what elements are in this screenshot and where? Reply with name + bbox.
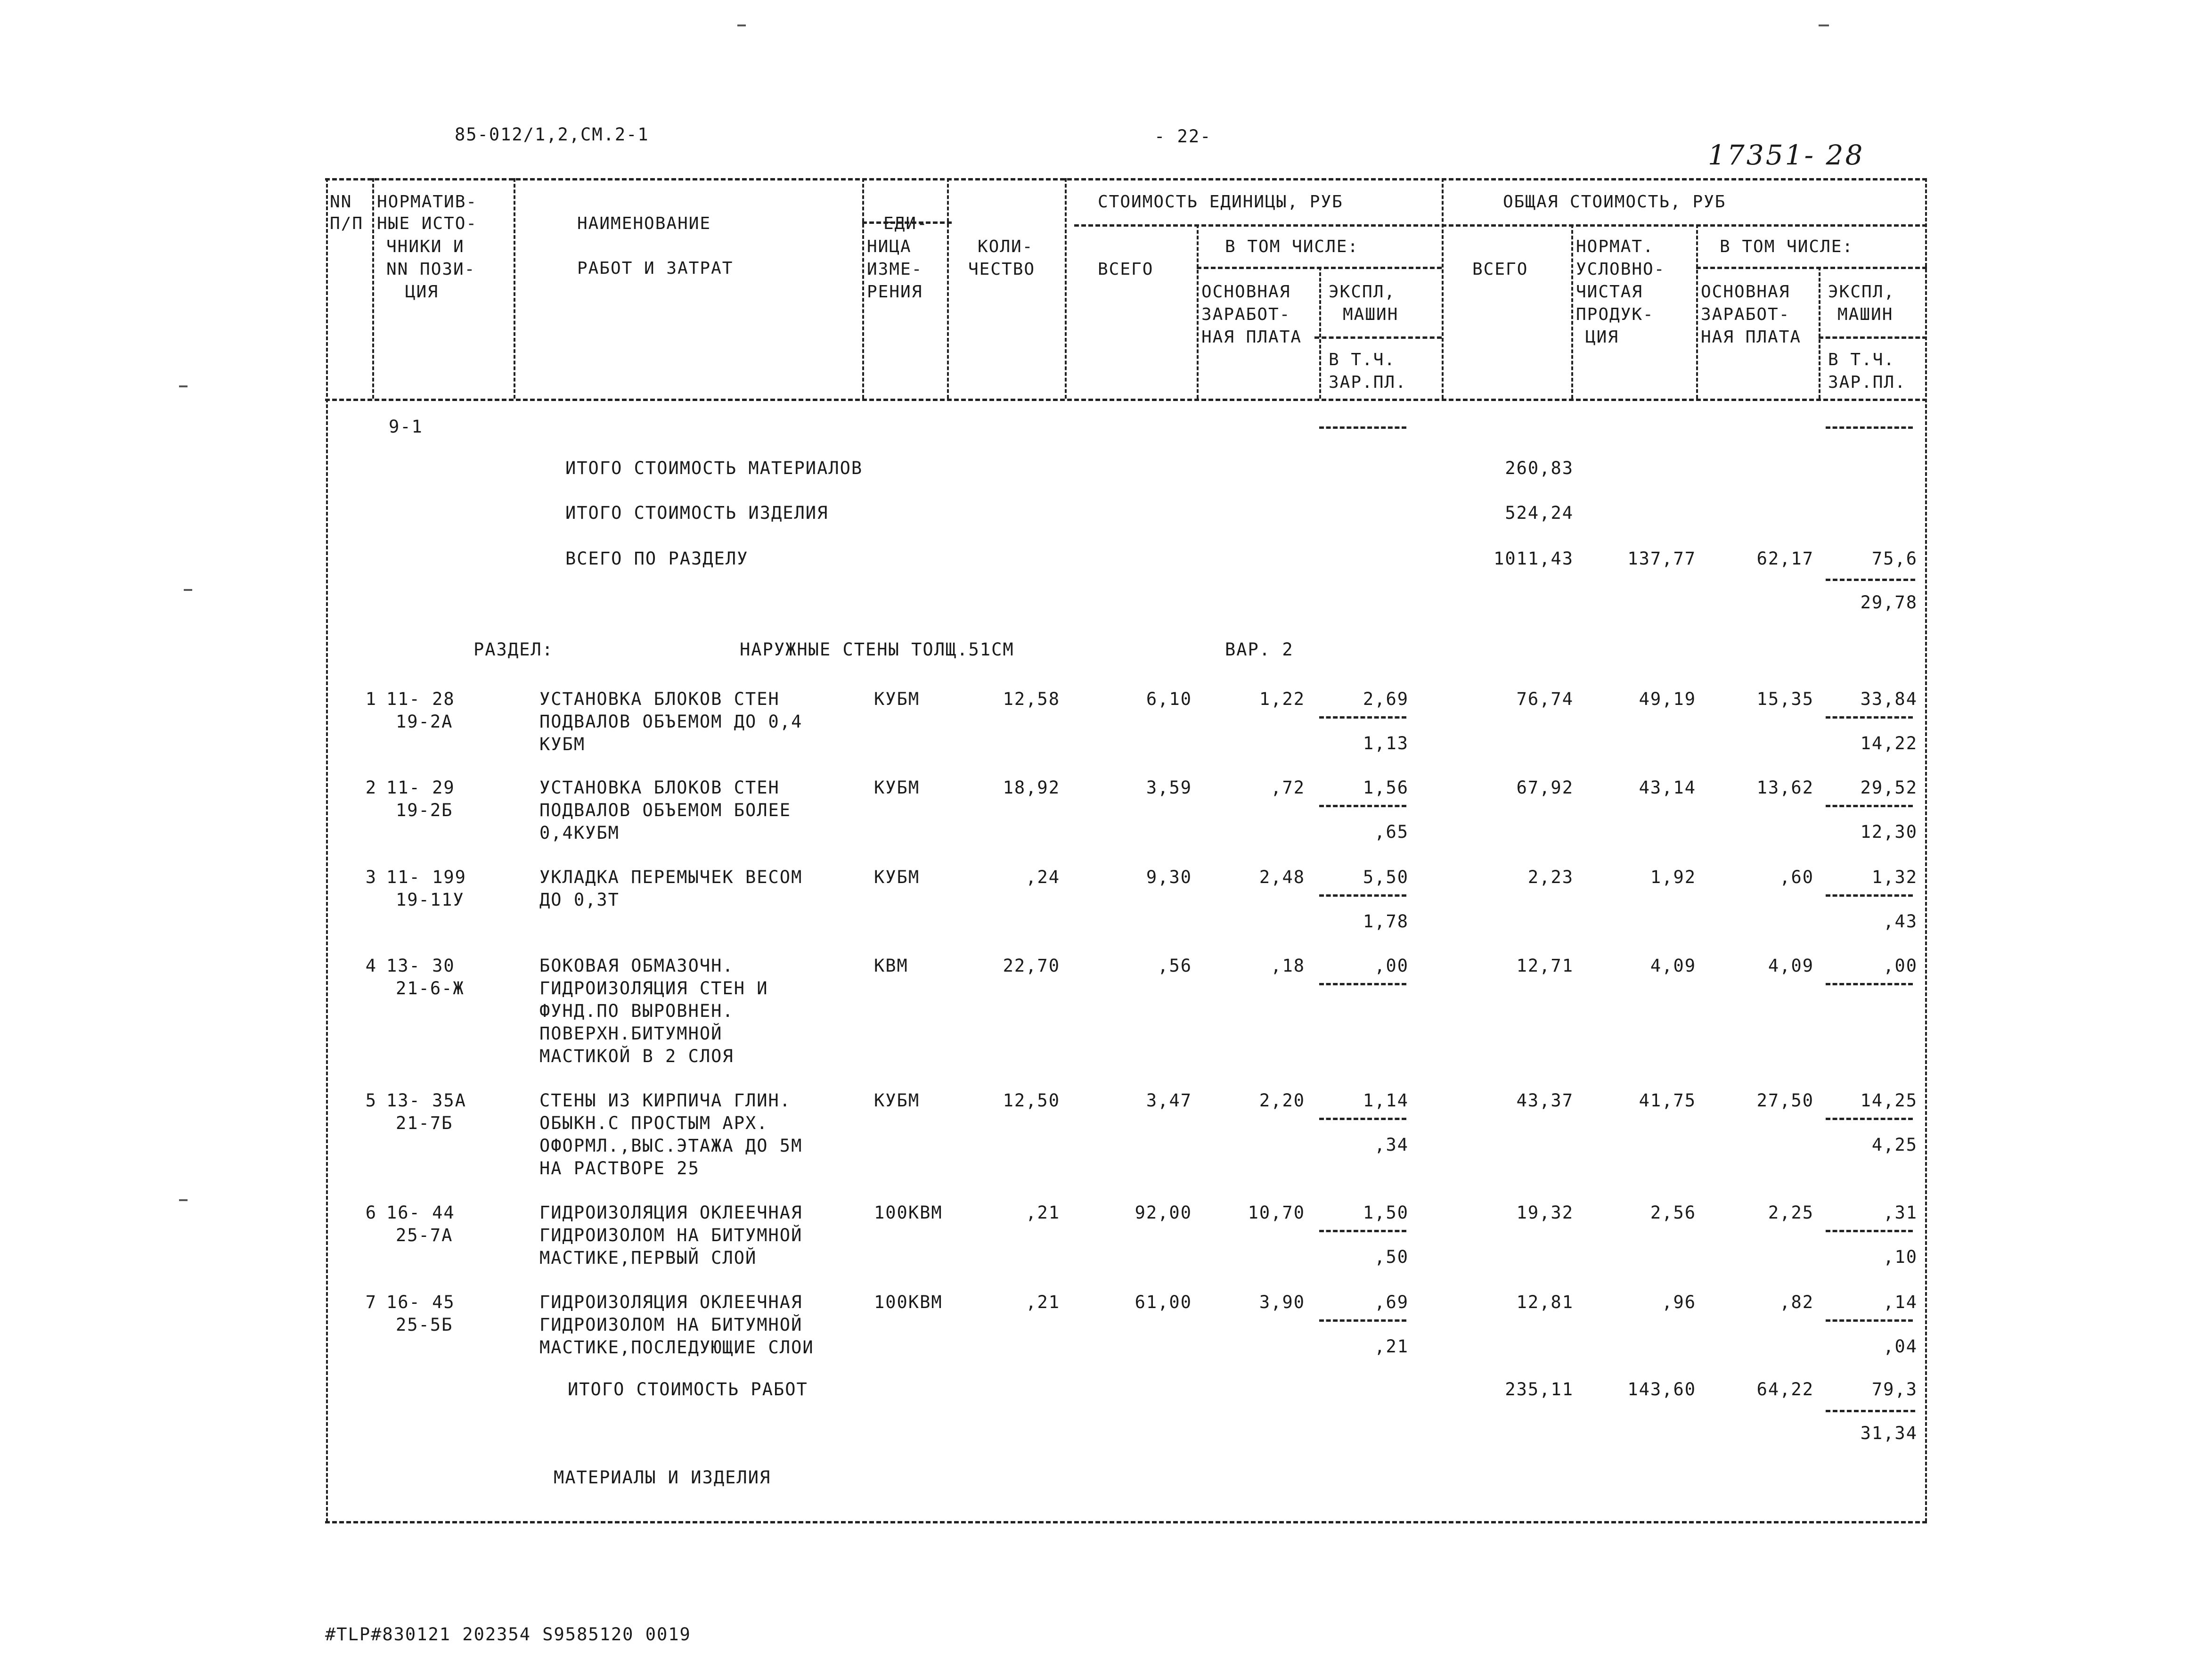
scan-mark <box>737 25 746 26</box>
prev-eksp-divider-total <box>1826 426 1913 429</box>
row-position-code: 25-5Б <box>396 1315 453 1335</box>
row-norm-code: 16- 45 <box>386 1292 455 1312</box>
row-total-eksp-divider <box>1826 1230 1913 1232</box>
row-unit-cost-machines-salary: ,34 <box>1374 1135 1409 1155</box>
row-name-line: БОКОВАЯ ОБМАЗОЧН. <box>539 956 734 976</box>
row-total-all: 76,74 <box>1516 689 1574 709</box>
row-position-code: 19-11У <box>396 890 465 910</box>
header-divider-eksp-total <box>1819 336 1927 339</box>
header-norm-4: NN ПОЗИ- <box>386 260 476 279</box>
row-total-normat: 41,75 <box>1639 1090 1696 1111</box>
table-right-border <box>1925 178 1927 1522</box>
header-unit-4: РЕНИЯ <box>867 282 923 302</box>
row-total-all: 19,32 <box>1516 1203 1574 1223</box>
header-norm-5: ЦИЯ <box>405 282 439 302</box>
header-normat-1: НОРМАТ. <box>1576 237 1654 256</box>
header-total-eksp-1: ЭКСПЛ, <box>1828 282 1895 302</box>
row-unit-cost-machines-salary: 1,13 <box>1363 733 1409 753</box>
total-materials-value: 260,83 <box>1505 458 1574 478</box>
row-number: 1 <box>365 689 377 709</box>
total-section-label: ВСЕГО ПО РАЗДЕЛУ <box>565 548 749 569</box>
page-number: - 22- <box>1154 126 1212 147</box>
row-total-machines: 29,52 <box>1860 777 1918 798</box>
header-total-eksp-2: МАШИН <box>1837 305 1894 324</box>
row-unit-cost-machines-salary: 1,78 <box>1363 911 1409 932</box>
row-total-machines: ,00 <box>1883 956 1918 976</box>
total-materials-label: ИТОГО СТОИМОСТЬ МАТЕРИАЛОВ <box>565 458 863 478</box>
header-total-vsego: ВСЕГО <box>1472 260 1528 279</box>
row-unit: КУБМ <box>874 689 920 709</box>
row-number: 6 <box>365 1203 377 1223</box>
row-total-machines: 33,84 <box>1860 689 1918 709</box>
header-unit-vtch-2: ЗАР.ПЛ. <box>1329 373 1407 392</box>
row-total-normat: 43,14 <box>1639 777 1696 798</box>
header-unit-vtch-1: В Т.Ч. <box>1329 350 1396 369</box>
row-total-machines-salary: ,10 <box>1883 1247 1918 1267</box>
row-number: 4 <box>365 956 377 976</box>
row-norm-code: 16- 44 <box>386 1203 455 1223</box>
row-name-line: МАСТИКЕ,ПОСЛЕДУЮЩИЕ СЛОИ <box>539 1337 814 1358</box>
row-total-all: 67,92 <box>1516 777 1574 798</box>
row-total-eksp-divider <box>1826 1319 1913 1322</box>
header-normat-2: УСЛОВНО- <box>1576 260 1665 279</box>
materials-heading: МАТЕРИАЛЫ И ИЗДЕЛИЯ <box>554 1467 771 1488</box>
row-total-salary: ,82 <box>1779 1292 1814 1312</box>
header-unit-cost-title: СТОИМОСТЬ ЕДИНИЦЫ, РУБ <box>1098 192 1343 212</box>
row-name-line: ГИДРОИЗОЛОМ НА БИТУМНОЙ <box>539 1315 803 1335</box>
col-divider-nn <box>372 178 374 399</box>
row-number: 2 <box>365 777 377 798</box>
row-total-all: 43,37 <box>1516 1090 1574 1111</box>
row-total-normat: 4,09 <box>1650 956 1696 976</box>
row-unit-eksp-divider <box>1319 1230 1406 1232</box>
header-normat-5: ЦИЯ <box>1585 327 1619 347</box>
row-unit-cost-salary: 10,70 <box>1248 1203 1305 1223</box>
row-unit-cost-machines-salary: ,21 <box>1374 1336 1409 1357</box>
header-unit-2: НИЦА <box>867 237 912 256</box>
row-total-all: 12,71 <box>1516 956 1574 976</box>
row-number: 7 <box>365 1292 377 1312</box>
row-total-machines-salary: 12,30 <box>1860 822 1918 842</box>
header-unit-eksp-2: МАШИН <box>1343 305 1399 324</box>
col-divider-norm <box>514 178 515 399</box>
row-position-code: 21-7Б <box>396 1113 453 1133</box>
row-name-line: ПОДВАЛОВ ОБЪЕМОМ ДО 0,4 <box>539 712 803 732</box>
row-position-code: 19-2Б <box>396 800 453 820</box>
header-total-v-tom-chisle: В ТОМ ЧИСЛЕ: <box>1720 237 1854 256</box>
section-title: НАРУЖНЫЕ СТЕНЫ ТОЛЩ.51СМ <box>740 639 1014 660</box>
header-divider-eksp-unit <box>1314 336 1442 339</box>
row-total-salary: 2,25 <box>1768 1203 1814 1223</box>
scan-mark <box>179 1199 188 1201</box>
scan-mark <box>179 385 188 387</box>
row-unit-cost-all: 92,00 <box>1135 1203 1192 1223</box>
row-unit: 100КВМ <box>874 1203 943 1223</box>
prev-section-code: 9-1 <box>389 417 423 437</box>
total-work-eksp-zp: 31,34 <box>1860 1423 1918 1443</box>
row-unit: КУБМ <box>874 777 920 798</box>
col-divider-unit <box>947 178 949 399</box>
row-unit-cost-salary: 2,20 <box>1259 1090 1305 1111</box>
row-total-salary: 13,62 <box>1756 777 1814 798</box>
row-unit: КВМ <box>874 956 908 976</box>
header-qty-1: КОЛИ- <box>978 237 1034 256</box>
row-unit-eksp-divider <box>1319 1118 1406 1120</box>
handwritten-sheet-number: 17351- 28 <box>1708 139 1865 171</box>
row-total-normat: ,96 <box>1662 1292 1696 1312</box>
col-divider-unit-all <box>1197 224 1199 399</box>
row-quantity: ,24 <box>1026 867 1060 887</box>
row-name-line: УСТАНОВКА БЛОКОВ СТЕН <box>539 689 780 709</box>
row-quantity: ,21 <box>1026 1203 1060 1223</box>
row-unit-eksp-divider <box>1319 894 1406 897</box>
row-unit-cost-machines: ,00 <box>1374 956 1409 976</box>
total-section-normat: 137,77 <box>1627 548 1696 569</box>
row-norm-code: 11- 199 <box>386 867 466 887</box>
row-name-line: ОБЫКН.С ПРОСТЫМ АРХ. <box>539 1113 768 1133</box>
col-divider-total-zp <box>1819 267 1820 399</box>
row-quantity: ,21 <box>1026 1292 1060 1312</box>
total-section-vsego: 1011,43 <box>1494 548 1574 569</box>
row-unit-cost-all: 3,59 <box>1146 777 1192 798</box>
col-divider-unit-zp <box>1319 267 1321 399</box>
row-unit-cost-salary: ,72 <box>1271 777 1305 798</box>
row-name-line: ДО 0,3Т <box>539 890 620 910</box>
row-total-eksp-divider <box>1826 1118 1913 1120</box>
header-nn-2: П/П <box>330 214 364 233</box>
row-unit-cost-all: 9,30 <box>1146 867 1192 887</box>
header-unit-1: ЕДИ- <box>883 214 928 233</box>
row-total-machines: ,14 <box>1883 1292 1918 1312</box>
total-products-value: 524,24 <box>1505 503 1574 523</box>
row-total-eksp-divider <box>1826 983 1913 985</box>
row-name-line: ФУНД.ПО ВЫРОВНЕН. <box>539 1001 734 1021</box>
row-name-line: НА РАСТВОРЕ 25 <box>539 1158 700 1178</box>
row-position-code: 25-7А <box>396 1225 453 1245</box>
row-unit-cost-all: ,56 <box>1158 956 1192 976</box>
row-total-eksp-divider <box>1826 805 1913 807</box>
row-unit-cost-all: 6,10 <box>1146 689 1192 709</box>
col-divider-normat <box>1696 224 1698 399</box>
row-total-salary: 15,35 <box>1756 689 1814 709</box>
row-unit: 100КВМ <box>874 1292 943 1312</box>
header-total-osn-1: ОСНОВНАЯ <box>1701 282 1790 302</box>
total-work-label: ИТОГО СТОИМОСТЬ РАБОТ <box>568 1379 808 1399</box>
row-unit-cost-all: 3,47 <box>1146 1090 1192 1111</box>
header-unit-vsego: ВСЕГО <box>1098 260 1154 279</box>
row-unit-cost-machines: 5,50 <box>1363 867 1409 887</box>
row-unit-cost-salary: 1,22 <box>1259 689 1305 709</box>
header-divider-total-inner <box>1696 267 1927 269</box>
row-norm-code: 11- 28 <box>386 689 455 709</box>
header-total-vtch-1: В Т.Ч. <box>1828 350 1895 369</box>
header-norm-3: ЧНИКИ И <box>386 237 465 256</box>
row-total-normat: 49,19 <box>1639 689 1696 709</box>
row-total-salary: ,60 <box>1779 867 1814 887</box>
row-norm-code: 13- 30 <box>386 956 455 976</box>
total-work-zp: 64,22 <box>1756 1379 1814 1399</box>
row-name-line: ПОДВАЛОВ ОБЪЕМОМ БОЛЕЕ <box>539 800 792 820</box>
row-unit-cost-machines-salary: ,65 <box>1374 822 1409 842</box>
row-total-machines-salary: 14,22 <box>1860 733 1918 753</box>
row-name-line: УСТАНОВКА БЛОКОВ СТЕН <box>539 777 780 798</box>
row-quantity: 22,70 <box>1003 956 1060 976</box>
header-name-1: НАИМЕНОВАНИЕ <box>577 214 711 233</box>
header-unit-3: ИЗМЕ- <box>867 260 923 279</box>
row-unit: КУБМ <box>874 1090 920 1111</box>
header-unit-osn-2: ЗАРАБОТ- <box>1201 305 1291 324</box>
row-position-code: 21-6-Ж <box>396 978 465 998</box>
row-quantity: 12,58 <box>1003 689 1060 709</box>
row-quantity: 18,92 <box>1003 777 1060 798</box>
row-total-machines-salary: ,04 <box>1883 1336 1918 1357</box>
row-norm-code: 11- 29 <box>386 777 455 798</box>
row-total-eksp-divider <box>1826 894 1913 897</box>
header-norm-2: НЫЕ ИСТО- <box>377 214 478 233</box>
row-unit-eksp-divider <box>1319 805 1406 807</box>
row-quantity: 12,50 <box>1003 1090 1060 1111</box>
header-unit-osn-3: НАЯ ПЛАТА <box>1201 327 1302 347</box>
row-unit: КУБМ <box>874 867 920 887</box>
row-total-machines: 14,25 <box>1860 1090 1918 1111</box>
header-divider-cost <box>1074 224 1927 227</box>
row-unit-eksp-divider <box>1319 983 1406 985</box>
row-name-line: СТЕНЫ ИЗ КИРПИЧА ГЛИН. <box>539 1090 792 1111</box>
row-position-code: 19-2А <box>396 712 453 732</box>
row-total-normat: 2,56 <box>1650 1203 1696 1223</box>
row-total-salary: 27,50 <box>1756 1090 1814 1111</box>
row-name-line: 0,4КУБМ <box>539 823 620 843</box>
table-top-border <box>325 178 1927 180</box>
row-name-line: ГИДРОИЗОЛЯЦИЯ ОКЛЕЕЧНАЯ <box>539 1292 803 1312</box>
header-normat-3: ЧИСТАЯ <box>1576 282 1643 302</box>
row-unit-cost-machines: 2,69 <box>1363 689 1409 709</box>
row-unit-cost-salary: ,18 <box>1271 956 1305 976</box>
header-total-vtch-2: ЗАР.ПЛ. <box>1828 373 1906 392</box>
row-unit-cost-machines: ,69 <box>1374 1292 1409 1312</box>
col-divider-name <box>862 178 864 399</box>
header-total-cost-title: ОБЩАЯ СТОИМОСТЬ, РУБ <box>1503 192 1726 212</box>
col-divider-unit-cost <box>1442 178 1444 399</box>
section-label: РАЗДЕЛ: <box>473 639 554 660</box>
document-code: 85-012/1,2,СМ.2-1 <box>455 124 649 145</box>
section-variant: ВАР. 2 <box>1225 639 1294 660</box>
total-work-normat: 143,60 <box>1627 1379 1696 1399</box>
header-unit-v-tom-chisle: В ТОМ ЧИСЛЕ: <box>1225 237 1359 256</box>
header-unit-osn-1: ОСНОВНАЯ <box>1201 282 1291 302</box>
row-name-line: МАСТИКЕ,ПЕРВЫЙ СЛОЙ <box>539 1248 757 1268</box>
table-bottom-border <box>325 1521 1927 1523</box>
scan-mark <box>1819 25 1829 26</box>
table-left-border <box>326 178 328 1522</box>
header-total-osn-2: ЗАРАБОТ- <box>1701 305 1790 324</box>
row-total-machines: ,31 <box>1883 1203 1918 1223</box>
header-nn-1: NN <box>330 192 352 212</box>
row-unit-cost-salary: 2,48 <box>1259 867 1305 887</box>
header-name-2: РАБОТ И ЗАТРАТ <box>577 259 734 278</box>
header-unit-eksp-1: ЭКСПЛ, <box>1329 282 1396 302</box>
col-divider-qty <box>1065 178 1067 399</box>
total-work-divider <box>1826 1410 1915 1412</box>
row-name-line: УКЛАДКА ПЕРЕМЫЧЕК ВЕСОМ <box>539 867 803 887</box>
total-section-divider <box>1826 579 1915 581</box>
header-bottom-border <box>325 399 1927 401</box>
row-norm-code: 13- 35А <box>386 1090 466 1111</box>
header-qty-2: ЧЕСТВО <box>968 260 1036 279</box>
row-name-line: КУБМ <box>539 734 586 754</box>
scan-mark <box>184 589 192 591</box>
prev-eksp-divider <box>1319 426 1406 429</box>
row-total-all: 2,23 <box>1527 867 1574 887</box>
total-section-eksp-zp: 29,78 <box>1860 592 1918 613</box>
row-name-line: МАСТИКОЙ В 2 СЛОЯ <box>539 1046 734 1066</box>
row-unit-eksp-divider <box>1319 1319 1406 1322</box>
total-work-vsego: 235,11 <box>1505 1379 1574 1399</box>
row-name-line: ГИДРОИЗОЛЯЦИЯ ОКЛЕЕЧНАЯ <box>539 1203 803 1223</box>
row-name-line: ГИДРОИЗОЛОМ НА БИТУМНОЙ <box>539 1225 803 1245</box>
row-unit-cost-machines: 1,56 <box>1363 777 1409 798</box>
row-unit-cost-machines-salary: ,50 <box>1374 1247 1409 1267</box>
row-name-line: ОФОРМЛ.,ВЫС.ЭТАЖА ДО 5М <box>539 1136 803 1156</box>
footer-code: #TLP#830121 202354 S9585120 0019 <box>325 1624 691 1645</box>
row-unit-cost-salary: 3,90 <box>1259 1292 1305 1312</box>
row-unit-eksp-divider <box>1319 716 1406 719</box>
row-total-salary: 4,09 <box>1768 956 1814 976</box>
header-norm-1: НОРМАТИВ- <box>377 192 478 212</box>
row-total-machines-salary: 4,25 <box>1871 1135 1918 1155</box>
row-total-normat: 1,92 <box>1650 867 1696 887</box>
row-total-machines: 1,32 <box>1871 867 1918 887</box>
row-name-line: ПОВЕРХН.БИТУМНОЙ <box>539 1023 723 1044</box>
header-normat-4: ПРОДУК- <box>1576 305 1654 324</box>
row-number: 5 <box>365 1090 377 1111</box>
row-number: 3 <box>365 867 377 887</box>
total-work-eksp: 79,3 <box>1871 1379 1918 1399</box>
header-total-osn-3: НАЯ ПЛАТА <box>1701 327 1802 347</box>
row-unit-cost-all: 61,00 <box>1135 1292 1192 1312</box>
row-total-machines-salary: ,43 <box>1883 911 1918 932</box>
total-products-label: ИТОГО СТОИМОСТЬ ИЗДЕЛИЯ <box>565 503 829 523</box>
row-total-eksp-divider <box>1826 716 1913 719</box>
row-unit-cost-machines: 1,14 <box>1363 1090 1409 1111</box>
row-total-all: 12,81 <box>1516 1292 1574 1312</box>
total-section-eksp: 75,6 <box>1871 548 1918 569</box>
row-unit-cost-machines: 1,50 <box>1363 1203 1409 1223</box>
col-divider-total-all <box>1571 224 1573 399</box>
total-section-zp: 62,17 <box>1756 548 1814 569</box>
row-name-line: ГИДРОИЗОЛЯЦИЯ СТЕН И <box>539 978 768 998</box>
